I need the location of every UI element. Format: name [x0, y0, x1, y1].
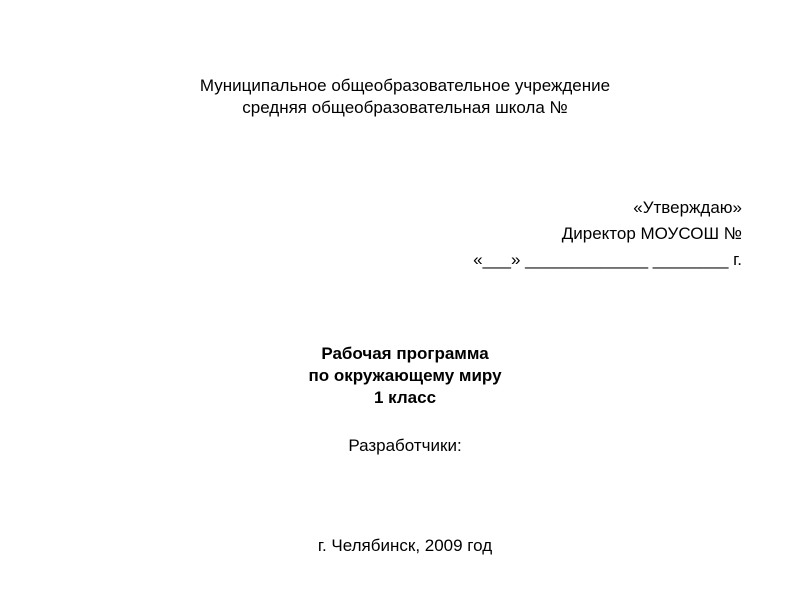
- program-grade: 1 класс: [373, 388, 437, 407]
- program-subject: по окружающему миру: [308, 366, 502, 385]
- developers-label: Разработчики:: [348, 436, 462, 455]
- institution-name-line2: средняя общеобразовательная школа №: [242, 98, 568, 117]
- approval-date-line: «___» _____________ ________ г.: [473, 250, 742, 269]
- program-title-line1: Рабочая программа: [321, 344, 489, 363]
- institution-name-line1: Муниципальное общеобразовательное учреждение: [199, 76, 611, 95]
- institution-header: [0, 75, 800, 119]
- approval-stamp: «Утверждаю»: [633, 198, 742, 217]
- director-title: Директор МОУСОШ №: [561, 224, 742, 243]
- program-title: [0, 343, 800, 409]
- approval-block: [473, 195, 742, 273]
- city-year-footer: г. Челябинск, 2009 год: [317, 536, 493, 555]
